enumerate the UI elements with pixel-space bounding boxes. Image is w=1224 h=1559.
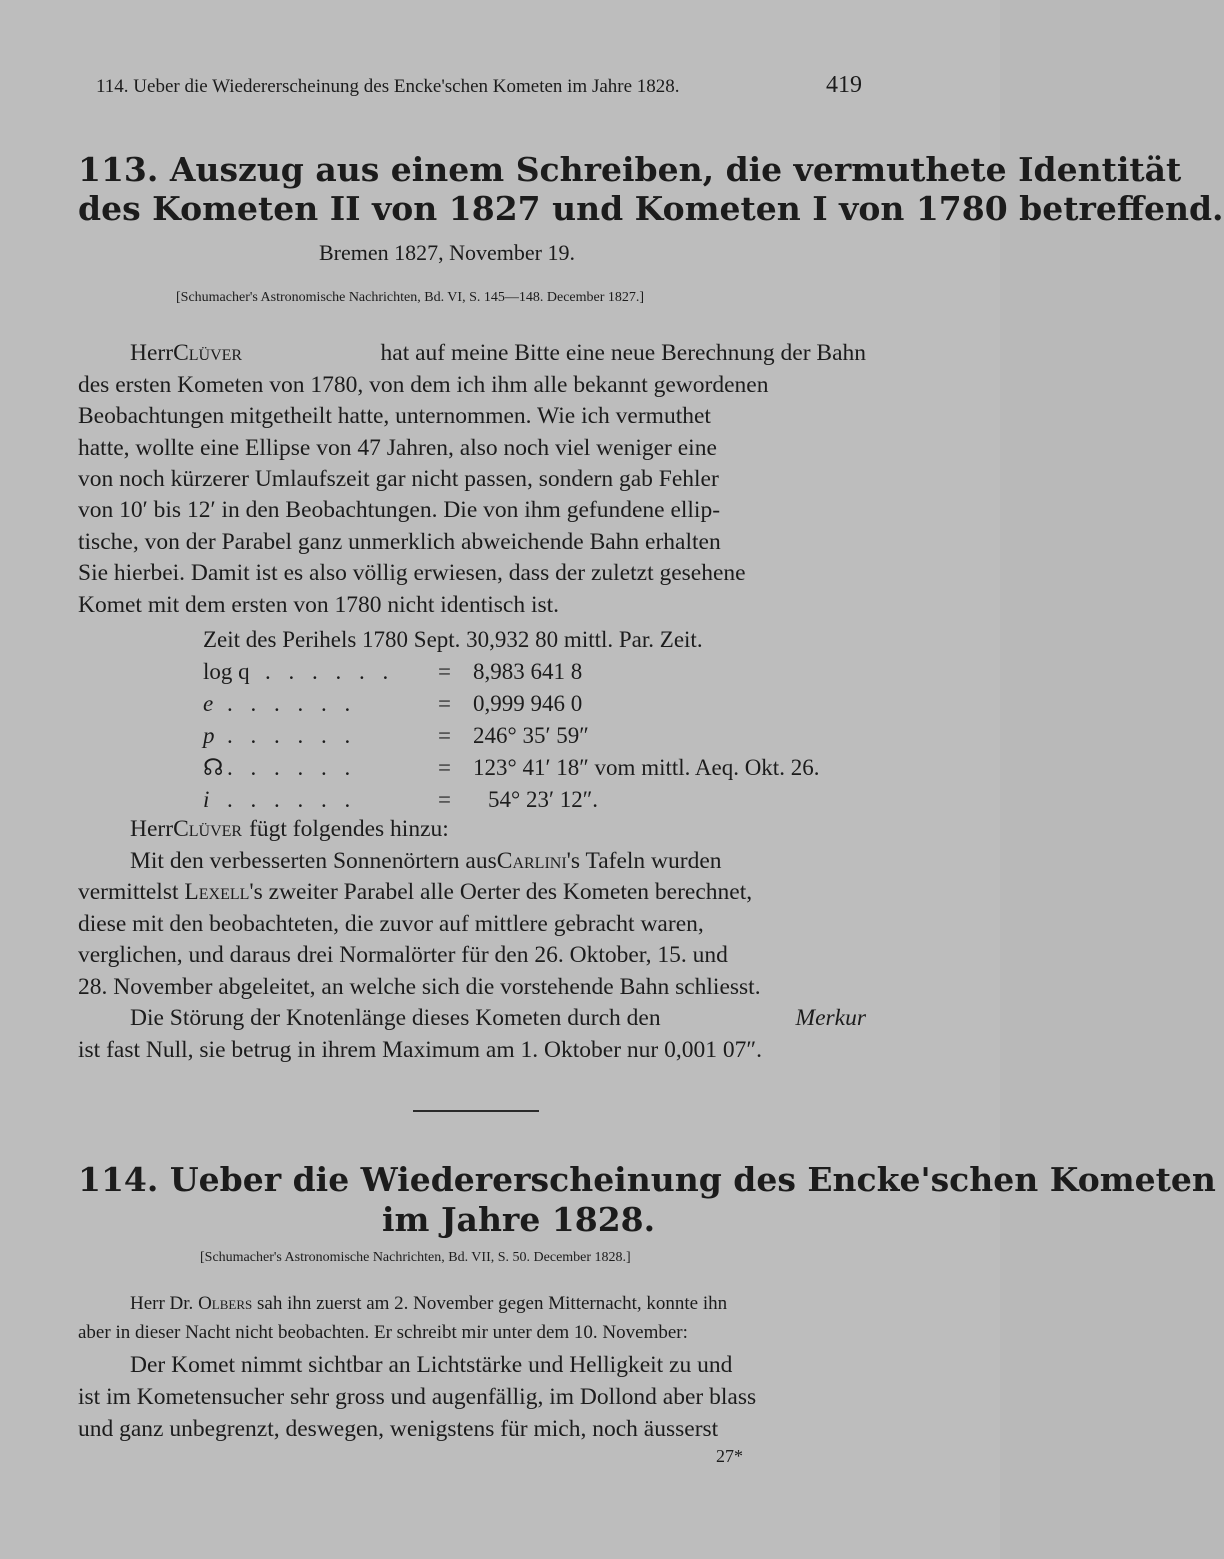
orbit-value: 0,999 946 0 [473, 691, 583, 716]
text-line: Komet mit dem ersten von 1780 nicht identisch ist. [78, 592, 560, 618]
leader-dots: . . . . . . [227, 691, 357, 716]
text-line: von noch kürzerer Umlaufszeit gar nicht passen, sondern gab Fehler [78, 466, 719, 492]
text-line: Die Störung der Knotenlänge dieses Kometen durch den [130, 1005, 661, 1031]
leader-dots: . . . . . . [227, 787, 357, 812]
orbit-row [203, 787, 803, 817]
text-line: diese mit den beobachteten, die zuvor auf mittlere gebracht waren, [78, 911, 704, 937]
dateline: Bremen 1827, November 19. [319, 240, 575, 265]
orbit-symbol: i [203, 787, 210, 812]
text-line: Sie hierbei. Damit ist es also völlig erwiesen, dass der zuletzt gesehene [78, 560, 746, 586]
text-line: fügt folgendes hinzu: [249, 816, 449, 842]
para1-line [78, 497, 866, 524]
perihelion-time [203, 627, 703, 653]
section-114-title-line1: 114. Ueber die Wiedererscheinung des Encke'schen Kometen [78, 1160, 1216, 1199]
orbit-value: 8,983 641 8 [473, 659, 583, 684]
orbit-value: 123° 41′ 18″ vom mittl. Aeq. Okt. 26. [473, 755, 820, 780]
text-line [130, 1293, 727, 1315]
text-line: hatte, wollte eine Ellipse von 47 Jahren, also noch viel weniger eine [78, 435, 717, 461]
para114-line [130, 1352, 866, 1379]
orbit-value: 246° 35′ 59″ [473, 723, 589, 748]
name-lexell: Lexell [184, 879, 250, 905]
orbit-symbol: e [203, 691, 214, 716]
para1-line [78, 372, 866, 399]
section-114-title-line2: im Jahre 1828. [382, 1200, 656, 1239]
text-line: und ganz unbegrenzt, deswegen, wenigstens für mich, noch äusserst [78, 1416, 719, 1442]
orbit-row [203, 723, 803, 753]
text-line: verglichen, und daraus drei Normalörter für den 26. Oktober, 15. und [78, 942, 728, 968]
name-olbers: Olbers [198, 1293, 253, 1314]
text-part: 's zweiter Parabel alle Oerter des Kometen berechnet, [249, 879, 753, 905]
para1-line [78, 560, 866, 587]
name-cluever: Clüver [173, 340, 243, 366]
para1-line [130, 340, 866, 367]
text-part: vermittelst [78, 879, 185, 905]
para2-line [78, 911, 866, 938]
para2-line [78, 879, 866, 906]
para2-line [78, 974, 866, 1001]
equals-sign: = [438, 691, 451, 716]
text-line: 28. November abgeleitet, an welche sich die vorstehende Bahn schliesst. [78, 974, 761, 1000]
name-carlini [497, 848, 722, 875]
section-113-title-line2: des Kometen II von 1827 und Kometen I von 1780 betreffend. [78, 189, 1224, 228]
para1-line [78, 466, 866, 493]
running-header: 114. Ueber die Wiedererscheinung des Encke'schen Kometen im Jahre 1828. [96, 76, 680, 97]
orbit-row [203, 659, 803, 689]
section-113-title-line1: 113. Auszug aus einem Schreiben, die vermuthete Identität [78, 150, 1182, 189]
text-line: ist fast Null, sie betrug in ihrem Maximum am 1. Oktober nur 0,001 07″. [78, 1037, 763, 1063]
orbit-row [203, 755, 883, 785]
text-line: ist im Kometensucher sehr gross und augenfällig, im Dollond aber blass [78, 1384, 757, 1410]
para2-line [78, 942, 866, 969]
page-number: 419 [826, 72, 862, 98]
para114-line [78, 1384, 866, 1411]
para3-line1 [130, 1005, 866, 1032]
text-part: sah ihn zuerst am 2. November gegen Mitternacht, konnte ihn [252, 1293, 728, 1314]
para1-text-b: hat auf meine Bitte eine neue Berechnung der Bahn [380, 340, 866, 366]
equals-sign: = [438, 659, 451, 684]
text-line: Zeit des Perihels 1780 Sept. 30,932 80 mittl. Par. Zeit. [203, 627, 703, 652]
para1-text-a: Herr [130, 340, 174, 366]
small-line2 [78, 1322, 850, 1344]
equals-sign: = [438, 755, 451, 780]
text-part: Herr Dr. [130, 1293, 199, 1314]
para1-line [78, 529, 866, 556]
text-line: aber in dieser Nacht nicht beobachten. Er schreibt mir unter dem 10. November: [78, 1322, 688, 1343]
para1-line [78, 435, 866, 462]
text-line: Herr [130, 816, 174, 842]
section-divider [413, 1110, 539, 1112]
signature-mark: 27* [716, 1446, 743, 1466]
orbit-symbol: log q [203, 659, 250, 684]
text-line: tische, von der Parabel ganz unmerklich abweichende Bahn erhalten [78, 529, 721, 555]
text-line: 's Tafeln wurden [566, 848, 722, 874]
para114-line [78, 1416, 866, 1443]
text-line: von 10′ bis 12′ in den Beobachtungen. Die von ihm gefundene ellip- [78, 497, 721, 523]
para2-intro [130, 816, 449, 843]
para1-line [78, 592, 678, 619]
merkur-italic: Merkur [795, 1005, 866, 1031]
leader-dots: . . . . . . [227, 723, 357, 748]
small-line1 [130, 1293, 866, 1315]
equals-sign: = [438, 787, 451, 812]
leader-dots: . . . . . . [227, 755, 357, 780]
text-line [78, 879, 752, 906]
text-line: Beobachtungen mitgetheilt hatte, unternommen. Wie ich vermuthet [78, 403, 711, 429]
text-line: Mit den verbesserten Sonnenörtern aus [130, 848, 497, 874]
orbit-symbol: p [203, 723, 215, 748]
name-cluever: Clüver [173, 816, 243, 842]
citation-114: [Schumacher's Astronomische Nachrichten, Bd. VII, S. 50. December 1828.] [200, 1250, 631, 1265]
citation-113: [Schumacher's Astronomische Nachrichten, Bd. VI, S. 145—148. December 1827.] [176, 290, 645, 305]
carlini-name: Carlini [496, 848, 567, 874]
para3-line2 [78, 1037, 866, 1064]
equals-sign: = [438, 723, 451, 748]
orbit-value: 54° 23′ 12″. [488, 787, 599, 812]
para1-line [78, 403, 866, 430]
text-line: des ersten Kometen von 1780, von dem ich ihm alle bekannt gewordenen [78, 372, 769, 398]
node-symbol-icon: ☊ [203, 755, 224, 780]
para2-line [130, 848, 866, 875]
text-line: Der Komet nimmt sichtbar an Lichtstärke und Helligkeit zu und [130, 1352, 733, 1378]
leader-dots: . . . . . . [265, 659, 395, 684]
orbit-row [203, 691, 803, 721]
